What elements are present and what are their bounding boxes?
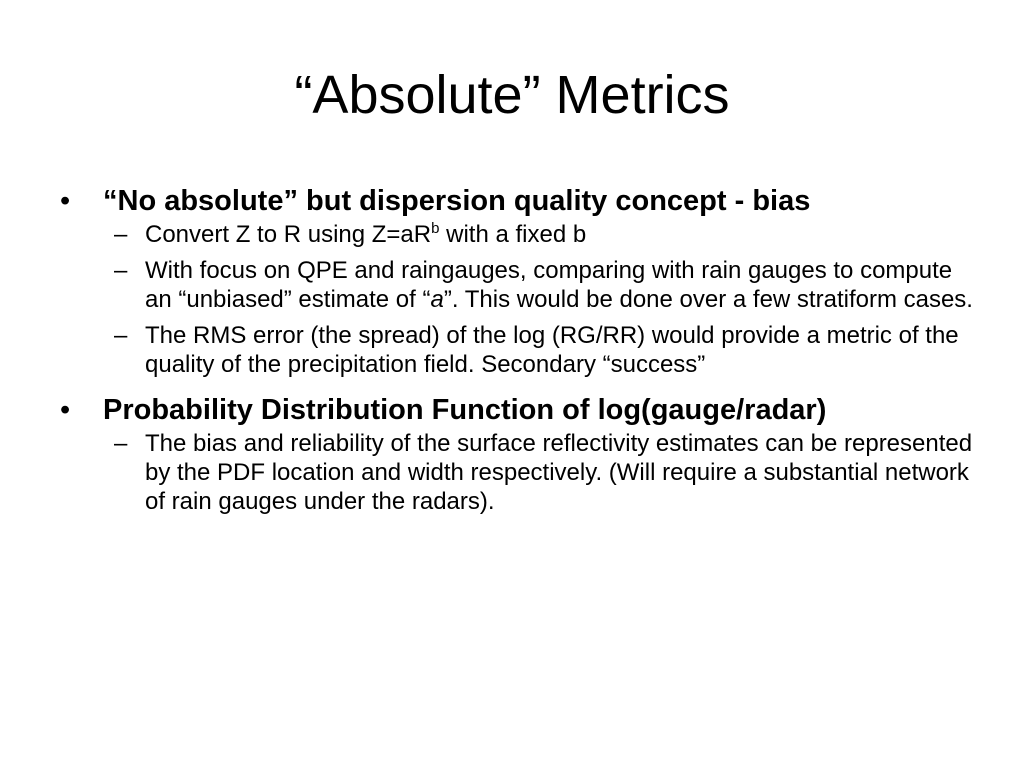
superscript-b: b: [431, 220, 440, 237]
text-run: With focus on QPE and raingauges, comparing with rain gauges to compute an “unbiased” estimate of “: [145, 257, 953, 313]
sub-bullet-marker: –: [114, 322, 128, 349]
slide-body: [60, 183, 980, 523]
bullet-text: “No absolute” but dispersion quality concept - bias: [103, 185, 811, 217]
sub-bullet-text: The bias and reliability of the surface reflectivity estimates can be represented by the PDF location and width respectively. (Will require a substantial network of rain gauges under the radars).: [145, 430, 973, 515]
sub-bullet-text: The RMS error (the spread) of the log (RG/RR) would provide a metric of the quality of the precipitation field. Secondary “success”: [145, 322, 959, 378]
sub-bullet-item: [60, 429, 980, 516]
sub-bullet-marker: –: [114, 430, 128, 457]
sub-bullet-text: [145, 221, 586, 248]
sub-bullet-item: [60, 256, 980, 314]
bullet-text: Probability Distribution Function of log(gauge/radar): [103, 394, 827, 426]
bullet-marker: •: [60, 394, 71, 426]
italic-a: a: [430, 286, 444, 313]
bullet-item: [60, 183, 980, 219]
text-run: with a fixed b: [439, 221, 587, 248]
sub-bullet-marker: –: [114, 221, 128, 248]
bullet-item: [60, 392, 980, 428]
sub-bullet-text: [145, 257, 973, 313]
bullet-marker: •: [60, 185, 71, 217]
sub-bullet-item: [60, 321, 980, 379]
sub-bullet-item: [60, 220, 980, 249]
text-run: Convert Z to R using Z=aR: [145, 221, 432, 248]
sub-bullet-marker: –: [114, 257, 128, 284]
text-run: ”. This would be done over a few stratiform cases.: [443, 286, 973, 313]
slide-title: “Absolute” Metrics: [294, 65, 730, 125]
